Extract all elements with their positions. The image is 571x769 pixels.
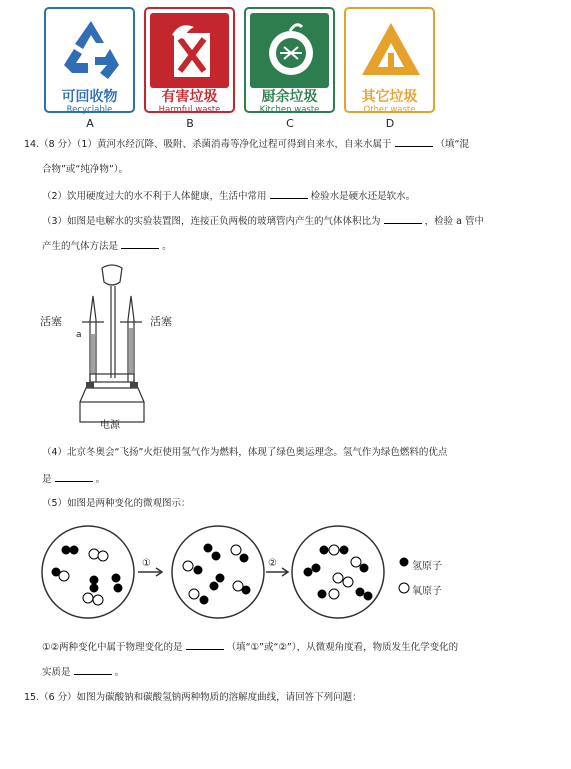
recycle-icon bbox=[50, 13, 129, 88]
step-1-label: ① bbox=[142, 558, 151, 569]
step-2-label: ② bbox=[268, 558, 277, 569]
q14-part4 bbox=[42, 446, 447, 459]
legend-oxygen: 氧原子 bbox=[412, 586, 442, 597]
q14-part6-line2 bbox=[42, 665, 124, 679]
micro-diagram bbox=[38, 520, 508, 630]
bin-label-cn: 可回收物 bbox=[61, 89, 118, 105]
bin-label-en: Recyclable bbox=[66, 105, 113, 115]
q14-part6 bbox=[42, 640, 458, 654]
bin-label-en: Kitchen waste bbox=[259, 105, 320, 115]
q14-line1 bbox=[24, 137, 469, 151]
q14-part4-end: 。 bbox=[95, 474, 106, 485]
bin-recyclable bbox=[44, 7, 135, 113]
bin-harmful bbox=[144, 7, 235, 113]
option-letter-c: C bbox=[286, 117, 294, 130]
option-letter-a: A bbox=[86, 117, 94, 130]
q14-part5: （5）如图是两种变化的微观图示： bbox=[42, 498, 191, 509]
answer-blank[interactable] bbox=[55, 472, 93, 482]
stopcock-label-right: 活塞 bbox=[150, 315, 172, 328]
answer-blank[interactable] bbox=[121, 239, 159, 249]
q14-part4-line2 bbox=[42, 472, 105, 486]
q14-part2-text: （2）饮用硬度过大的水不利于人体健康，生活中常用 bbox=[42, 191, 267, 202]
q14-part2-tail: 检验水是硬水还是软水。 bbox=[310, 191, 416, 202]
power-source-label: 电源 bbox=[100, 420, 120, 431]
q14-part6-end: 。 bbox=[114, 667, 125, 678]
legend-hydrogen: 氢原子 bbox=[412, 561, 442, 572]
q14-line1-tail: （填“混 bbox=[435, 139, 469, 150]
q14-part3-line2 bbox=[42, 239, 172, 253]
q14-part3-end: 。 bbox=[162, 241, 172, 252]
answer-blank[interactable] bbox=[395, 137, 433, 147]
bin-other bbox=[344, 7, 435, 113]
q14-part3-text: （3）如图是电解水的实验装置图，连接正负两极的玻璃管内产生的气体体积比为 bbox=[42, 216, 381, 227]
electrolysis-apparatus bbox=[40, 262, 180, 434]
q14-part2 bbox=[42, 189, 415, 203]
option-letter-d: D bbox=[385, 117, 395, 130]
q14-part3-tail: ，检验 a 管中 bbox=[424, 216, 484, 227]
q15-text: 15.（6 分）如图为碳酸钠和碳酸氢钠两种物质的溶解度曲线，请回答下列问题： bbox=[24, 692, 362, 703]
kitchen-waste-icon bbox=[250, 13, 329, 88]
hazard-icon bbox=[150, 13, 229, 88]
bin-label-en: Other waste bbox=[363, 105, 416, 115]
q14-part4-b: 是 bbox=[42, 474, 52, 485]
bin-label-en: Harmful waste bbox=[158, 105, 221, 115]
answer-blank[interactable] bbox=[186, 640, 224, 650]
answer-blank[interactable] bbox=[270, 189, 308, 199]
option-letter-b: B bbox=[186, 117, 194, 130]
bin-label-cn: 有害垃圾 bbox=[161, 89, 218, 105]
bin-label-cn: 其它垃圾 bbox=[361, 89, 418, 105]
bin-label-cn: 厨余垃圾 bbox=[261, 89, 318, 105]
q14-part4-text: （4）北京冬奥会“飞扬”火炬使用氢气作为燃料，体现了绿色奥运理念。氢气作为绿色燃料的优点 bbox=[42, 447, 448, 458]
other-waste-icon bbox=[350, 13, 429, 88]
q14-line1-text: 14.（8 分）（1）黄河水经沉降、吸附、杀菌消毒等净化过程可得到自来水，自来水属于 bbox=[24, 139, 392, 150]
q14-part6-c: 实质是 bbox=[42, 667, 71, 678]
q14-part6-text: ①②两种变化中属于物理变化的是 bbox=[42, 642, 183, 653]
answer-blank[interactable] bbox=[384, 214, 422, 224]
stopcock-label-left: 活塞 bbox=[40, 315, 62, 328]
q14-part6-tail: （填“①”或“②”），从微观角度看，物质发生化学变化的 bbox=[226, 642, 459, 653]
q14-line2: 合物”或“纯净物”）。 bbox=[42, 164, 129, 175]
tube-a-label: a bbox=[76, 330, 82, 340]
answer-blank[interactable] bbox=[74, 665, 112, 675]
bin-kitchen bbox=[244, 7, 335, 113]
q14-part3-c: 产生的气体方法是 bbox=[42, 241, 119, 252]
q14-part3 bbox=[42, 214, 484, 228]
